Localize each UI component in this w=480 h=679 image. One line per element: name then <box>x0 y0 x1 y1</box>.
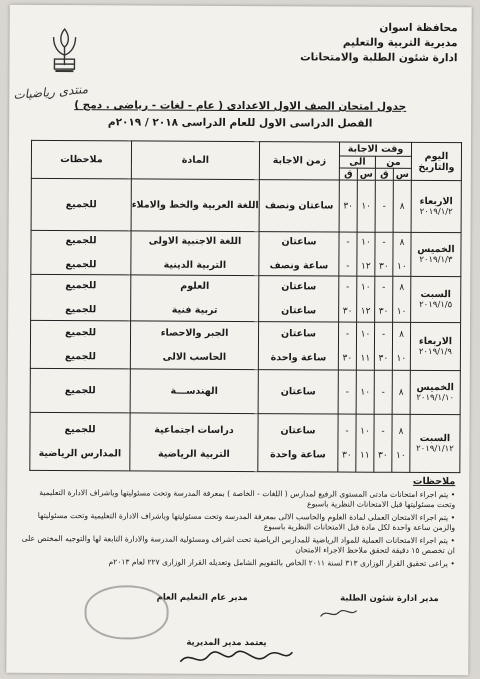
title-line-2: الفصل الدراسى الاول للعام الدراسى ٢٠١٨ / ٢٠١٩م <box>107 116 373 130</box>
table-row <box>31 178 461 232</box>
from-hour-cell <box>393 276 411 322</box>
from-minute-cell-line: - <box>382 237 386 248</box>
from-minute-cell <box>375 180 393 232</box>
from-hour-cell <box>393 232 411 276</box>
header-from-hour: س <box>393 168 411 180</box>
header-duration: زمن الاجابة <box>259 142 339 180</box>
duration-cell-line: ساعتان <box>281 235 317 247</box>
notes-cell-line: للجميع <box>64 384 96 396</box>
day-date-cell <box>411 180 461 232</box>
from-minute-cell-line: ٣٠ <box>378 353 389 364</box>
duration-cell-line: ساعة واحدة <box>270 448 326 460</box>
to-hour-cell-line: ١٠ <box>360 329 371 340</box>
to-hour-cell <box>357 180 375 232</box>
duration-cell <box>259 276 339 322</box>
to-hour-cell <box>357 232 375 276</box>
to-minute-cell-line: ٣٠ <box>342 353 353 364</box>
notes-title: ملاحظات <box>412 475 456 488</box>
from-hour-cell-line: ٨ <box>399 282 405 293</box>
to-hour-cell-line: ١٢ <box>361 261 371 272</box>
from-hour-cell <box>393 180 411 232</box>
governorate-name: محافظة اسوان <box>379 21 458 35</box>
header-subject: المادة <box>131 141 259 180</box>
header-from-minute: ق <box>375 168 393 180</box>
duration-cell-line: ساعتان <box>281 280 317 292</box>
subject-cell <box>131 179 259 232</box>
from-minute-cell-line: ٣٠ <box>379 261 389 272</box>
notes-cell-line: للجميع <box>64 350 96 362</box>
title-line-1: جدول امتحان الصف الاول الاعدادى ( عام - لغات - رياضى . دمج ) <box>74 99 407 113</box>
exam-date: ٢٠١٩/١/١٢ <box>416 443 454 455</box>
subject-cell-line: الهندســـة <box>170 385 218 397</box>
note-item: • يتم اجراء الامتحان العملى لمادة العلوم والحاسب الالى بمعرفة المدرسة وتحت مسئوليتها وباشراف الادارة التعليمية وتحت مسئوليتها والزمن ساعة واحدة لكل مادة قبل الامتحانات النظرية باسبوع <box>37 510 456 533</box>
handwritten-signature <box>176 646 296 671</box>
from-hour-cell-line: ٨ <box>399 201 405 212</box>
to-minute-cell-line: - <box>346 282 350 293</box>
header-to-minute: ق <box>339 168 357 180</box>
signature-directorate-head: يعتمد مدير المديرية <box>186 637 267 649</box>
from-hour-cell-line: ١٠ <box>396 353 407 364</box>
from-hour-cell-line: ١٠ <box>396 306 407 317</box>
subject-cell <box>131 275 259 322</box>
day-date-cell <box>410 322 460 370</box>
duration-cell <box>259 180 339 232</box>
exam-schedule-table <box>29 140 462 473</box>
signature-student-affairs: مدير ادارة شئون الطلبة <box>340 593 439 605</box>
to-minute-cell <box>338 322 356 370</box>
day-name: الخميس <box>417 243 455 256</box>
subject-cell <box>130 321 258 370</box>
notes-cell-line: للجميع <box>64 326 97 338</box>
from-minute-cell <box>375 232 393 276</box>
to-minute-cell-line: - <box>346 261 350 272</box>
duration-cell <box>259 232 339 276</box>
to-hour-cell-line: ١١ <box>360 353 371 364</box>
notes-cell-line: للجميع <box>64 423 96 435</box>
ministry-logo-icon <box>45 25 83 75</box>
from-minute-cell <box>374 414 392 472</box>
table-row <box>31 230 461 276</box>
duration-cell-line: ساعتان <box>281 304 317 316</box>
notes-cell <box>31 274 131 321</box>
from-hour-cell-line: ١٠ <box>396 450 406 461</box>
to-hour-cell-line: ١٢ <box>360 306 371 317</box>
from-minute-cell-line: - <box>381 329 386 340</box>
notes-cell <box>30 412 130 471</box>
to-hour-cell <box>356 370 374 414</box>
to-minute-cell-line: - <box>345 387 349 398</box>
header-to: الى <box>339 156 375 168</box>
duration-cell-line: ساعتان <box>281 327 317 339</box>
table-row <box>31 274 461 322</box>
day-date-cell <box>411 276 461 322</box>
exam-date: ٢٠١٩/١/٢ <box>419 206 453 218</box>
from-hour-cell <box>392 322 410 370</box>
notes-cell <box>31 230 131 275</box>
to-minute-cell-line: - <box>345 329 350 340</box>
notes-cell-line: للجميع <box>65 258 97 270</box>
note-item: • يراعى تحقيق القرار الوزارى ٣١٣ لسنة ٢٠١١ الخاص بالتقويم الشامل وتعديله القرار الوزارى ٢٢٧ لعام ٢٠١٣م <box>108 556 455 568</box>
from-hour-cell <box>392 414 410 472</box>
from-hour-cell <box>392 370 410 414</box>
from-hour-cell-line: ٨ <box>399 329 404 340</box>
to-minute-cell-line: - <box>345 426 349 437</box>
subject-cell-line: اللغة العربية والخط والاملاء <box>131 198 259 211</box>
handwritten-note: منتدى رياضيات <box>12 81 89 103</box>
header-day-date: اليوم والتاريخ <box>411 142 461 180</box>
exam-date: ٢٠١٩/١/٩ <box>418 346 453 358</box>
exam-date: ٢٠١٩/١/٣ <box>419 254 453 266</box>
duration-cell-line: ساعتان <box>280 385 316 397</box>
header-notes: ملاحظات <box>31 140 131 179</box>
from-hour-cell-line: ٨ <box>398 387 404 398</box>
official-stamp <box>84 585 168 639</box>
to-hour-cell <box>356 322 374 370</box>
to-minute-cell-line: ٣٠ <box>342 306 353 317</box>
schedule-body <box>30 178 462 472</box>
duration-cell-line: ساعتان <box>280 424 316 436</box>
from-hour-cell-line: ٨ <box>399 237 405 248</box>
subject-cell <box>131 231 259 276</box>
from-hour-cell-line: ٨ <box>398 426 404 437</box>
duration-cell-line: ساعة ونصف <box>269 259 329 271</box>
exam-date: ٢٠١٩/١/٥ <box>419 299 453 311</box>
to-minute-cell <box>338 414 356 472</box>
to-hour-cell-line: ١٠ <box>360 282 371 293</box>
to-hour-cell-line: ١١ <box>360 450 370 461</box>
from-minute-cell-line: - <box>381 387 385 398</box>
from-minute-cell-line: ٣٠ <box>378 306 389 317</box>
header-answer-time: وقت الاجابة <box>339 142 411 156</box>
duration-cell <box>258 322 338 370</box>
to-hour-cell-line: ١٠ <box>361 237 371 248</box>
table-row <box>30 412 460 472</box>
notes-cell <box>31 178 131 231</box>
subject-cell-line: الجبر والاحصاء <box>160 327 229 339</box>
table-row <box>30 368 460 414</box>
to-hour-cell-line: ١٠ <box>361 201 372 212</box>
from-minute-cell-line: ٣٠ <box>378 450 388 461</box>
subject-cell-line: الحاسب الالى <box>162 351 227 363</box>
document-title <box>69 97 411 133</box>
day-date-cell <box>410 370 460 414</box>
from-minute-cell <box>375 276 393 322</box>
header-to-hour: س <box>357 168 375 180</box>
signature-general-director: مدير عام التعليم العام <box>156 592 248 604</box>
to-minute-cell <box>339 180 357 232</box>
subject-cell-line: اللغة الاجنبية الاولى <box>148 235 242 247</box>
notes-cell <box>30 320 130 369</box>
duration-cell <box>258 414 338 472</box>
to-minute-cell <box>339 232 357 276</box>
to-minute-cell-line: - <box>346 237 350 248</box>
from-hour-cell-line: ١٠ <box>397 261 407 272</box>
notes-cell-line: للجميع <box>65 303 97 315</box>
exam-schedule-document <box>6 5 471 675</box>
subject-cell-line: التربية الرياضية <box>157 448 230 460</box>
notes-cell <box>30 368 130 413</box>
notes-cell-line: للجميع <box>65 198 97 210</box>
to-hour-cell <box>356 414 374 472</box>
from-minute-cell <box>374 370 392 414</box>
subject-cell-line: دراسات اجتماعية <box>154 424 234 436</box>
day-name: السبت <box>419 432 451 445</box>
notes-cell-line: المدارس الرياضية <box>38 447 122 459</box>
subject-cell <box>130 413 258 472</box>
day-date-cell <box>410 414 460 472</box>
notes-cell-line: للجميع <box>65 234 97 246</box>
subject-cell-line: العلوم <box>180 280 210 292</box>
to-minute-cell <box>338 370 356 414</box>
notes-cell-line: للجميع <box>65 279 97 291</box>
day-name: الخميس <box>416 381 454 394</box>
to-hour-cell <box>357 276 375 322</box>
from-minute-cell <box>374 322 392 370</box>
exam-date: ٢٠١٩/١/١٠ <box>416 392 455 404</box>
header-from: من <box>375 156 411 168</box>
directorate-name: مديرية التربية والتعليم <box>342 36 458 50</box>
initials-mark <box>319 606 359 620</box>
notes-section <box>21 475 455 571</box>
department-name: ادارة شئون الطلبة والامتحانات <box>300 51 458 65</box>
to-hour-cell-line: ١٠ <box>360 387 371 398</box>
note-item: • يتم اجراء امتحانات مادتى المستوى الرفيع لمدارس ( اللغات - الخاصة ) بمعرفة المدرسة وتحت مسئوليتها وباشراف الادارة التعليمية وتحت مسئوليتها قبل الامتحانات النظرية باسبوع <box>39 487 456 510</box>
table-row <box>30 320 460 370</box>
from-minute-cell-line: - <box>381 426 385 437</box>
subject-cell-line: تربية فنية <box>171 304 218 316</box>
subject-cell <box>130 369 258 414</box>
duration-cell <box>258 370 338 414</box>
to-minute-cell <box>339 276 357 322</box>
to-minute-cell-line: ٣٠ <box>343 201 354 212</box>
directorate-header <box>257 20 457 66</box>
to-minute-cell-line: ٣٠ <box>342 450 352 461</box>
note-item: • يتم اجراء الامتحانات العملية للمواد الرياضية للمدارس الرياضية تحت اشراف ومسئولية المدرسة والادارة التابعة لها والتوجيه المختص على ان تخصص ١٥ دقيقة لتحقق ملاحظ الاجراء الامتحان <box>21 533 455 556</box>
day-date-cell <box>411 232 461 276</box>
day-name: السبت <box>420 288 451 301</box>
from-minute-cell-line: - <box>382 201 386 212</box>
subject-cell-line: التربية الدينية <box>163 259 227 271</box>
duration-cell-line: ساعتان ونصف <box>264 199 334 211</box>
from-minute-cell-line: - <box>382 282 386 293</box>
to-hour-cell-line: ١٠ <box>360 426 370 437</box>
day-name: الاربعاء <box>418 335 453 348</box>
duration-cell-line: ساعة واحدة <box>270 351 327 363</box>
day-name: الاربعاء <box>419 195 453 208</box>
